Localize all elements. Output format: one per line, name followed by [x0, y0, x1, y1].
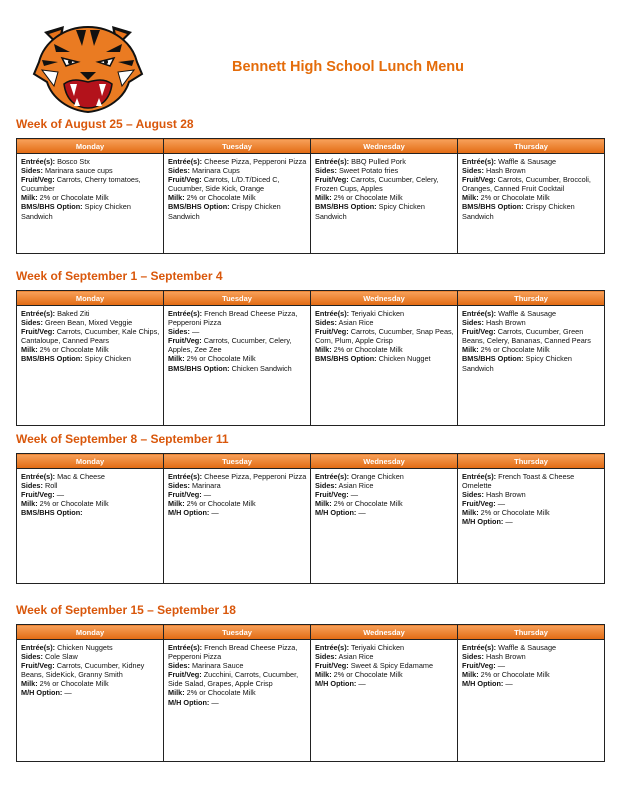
menu-line-label: BMS/BHS Option: — [21, 354, 83, 364]
menu-line-label: M/H Option: — [315, 679, 357, 689]
day-menu-cell — [311, 469, 458, 584]
week-title: Week of September 1 – September 4 — [16, 269, 223, 283]
menu-line — [315, 679, 454, 688]
day-menu-cell — [17, 469, 164, 584]
menu-line — [168, 327, 307, 336]
menu-line-label: Entrée(s): — [315, 157, 350, 166]
menu-line-value: Teriyaki Chicken — [350, 643, 405, 652]
menu-line-value: French Toast & Cheese Omelette — [462, 472, 575, 491]
day-menu-cell — [311, 306, 458, 426]
menu-line-label: Entrée(s): — [315, 643, 350, 652]
menu-line — [462, 166, 601, 175]
menu-row — [17, 640, 605, 762]
menu-line — [315, 157, 454, 166]
day-header: Tuesday — [164, 139, 311, 154]
menu-line-label: Entrée(s): — [462, 472, 497, 481]
day-header-row — [17, 454, 605, 469]
menu-line-label: Fruit/Veg: — [168, 490, 202, 500]
menu-line-label: Entrée(s): — [462, 309, 497, 318]
menu-line-label: BMS/BHS Option: — [168, 202, 230, 212]
menu-line-label: Sides: — [315, 166, 337, 176]
menu-line-value: Hash Brown — [485, 318, 526, 328]
menu-line-label: BMS/BHS Option: — [21, 508, 83, 518]
day-menu-cell — [458, 154, 605, 254]
menu-line-label: M/H Option: — [168, 697, 210, 707]
day-header: Thursday — [458, 139, 605, 154]
menu-line-value: 2% or Chocolate Milk — [333, 499, 403, 509]
menu-line-label: Milk: — [462, 670, 479, 680]
menu-line-value: Marinara sauce cups — [44, 166, 113, 176]
menu-line — [462, 157, 601, 166]
menu-line — [168, 688, 307, 697]
day-header: Wednesday — [311, 139, 458, 154]
menu-line — [21, 318, 160, 327]
menu-line-value: 2% or Chocolate Milk — [480, 508, 550, 518]
menu-line-value: 2% or Chocolate Milk — [186, 354, 256, 364]
menu-line-value: Carrots, Cherry tomatoes, Cucumber — [21, 175, 141, 194]
menu-line-value: — — [505, 679, 513, 689]
menu-line — [21, 354, 160, 363]
menu-line-label: BMS/BHS Option: — [315, 202, 377, 212]
menu-row — [17, 154, 605, 254]
menu-line-label: Entrée(s): — [21, 643, 56, 652]
menu-line-label: Sides: — [168, 481, 190, 491]
menu-line-value: Orange Chicken — [351, 472, 404, 481]
menu-line-label: Fruit/Veg: — [168, 670, 202, 680]
menu-line-label: Milk: — [168, 193, 185, 203]
menu-line-label: Milk: — [21, 679, 38, 689]
menu-line-label: Sides: — [315, 652, 337, 662]
menu-line — [168, 499, 307, 508]
day-header: Thursday — [458, 625, 605, 640]
menu-line-value: Chicken Nuggets — [57, 643, 113, 652]
menu-line-label: Sides: — [315, 481, 337, 491]
menu-line-value: 2% or Chocolate Milk — [39, 193, 109, 203]
day-menu-cell — [17, 640, 164, 762]
menu-line-value: Spicy Chicken Sandwich — [21, 202, 131, 221]
menu-line-label: Sides: — [462, 166, 484, 176]
menu-line — [21, 688, 160, 697]
day-menu-cell — [17, 306, 164, 426]
menu-line-value: — — [358, 679, 366, 689]
menu-line-value: Carrots, Cucumber, Celery, Frozen Cups, Apples — [315, 175, 439, 194]
menu-line-value: BBQ Pulled Pork — [351, 157, 406, 166]
menu-line — [168, 670, 307, 688]
menu-line — [462, 345, 601, 354]
menu-line-value: Chicken Nugget — [378, 354, 431, 364]
menu-line — [315, 508, 454, 517]
menu-line-label: Sides: — [21, 166, 43, 176]
menu-line-value: — — [505, 517, 513, 527]
menu-line-label: Entrée(s): — [168, 643, 203, 652]
menu-line-label: Fruit/Veg: — [462, 499, 496, 509]
menu-line — [315, 652, 454, 661]
menu-line-value: Asian Rice — [338, 481, 374, 491]
menu-line-label: Fruit/Veg: — [315, 327, 349, 337]
menu-line-value: Zucchini, Carrots, Cucumber, Side Salad, Grapes, Apple Crisp — [168, 670, 299, 689]
menu-line-value: Marinara Sauce — [191, 661, 244, 671]
menu-line — [462, 354, 601, 372]
menu-line-label: Sides: — [462, 652, 484, 662]
menu-line — [315, 202, 454, 220]
menu-line-value: — — [497, 499, 505, 509]
menu-line-value: — — [350, 490, 358, 500]
menu-line-value: Spicy Chicken Sandwich — [315, 202, 425, 221]
menu-line-value: Marinara — [191, 481, 221, 491]
menu-line-value: 2% or Chocolate Milk — [480, 193, 550, 203]
menu-line — [21, 202, 160, 220]
menu-line-label: M/H Option: — [21, 688, 63, 698]
menu-line-value: — — [211, 697, 219, 707]
menu-line — [462, 202, 601, 220]
day-header: Monday — [17, 454, 164, 469]
menu-line — [21, 652, 160, 661]
menu-line-label: BMS/BHS Option: — [462, 354, 524, 364]
day-header: Tuesday — [164, 454, 311, 469]
menu-line-label: M/H Option: — [315, 508, 357, 518]
menu-line — [462, 175, 601, 193]
menu-line-label: Fruit/Veg: — [21, 661, 55, 671]
menu-line-value: Sweet & Spicy Edamame — [350, 661, 434, 671]
menu-row — [17, 469, 605, 584]
menu-line-label: M/H Option: — [462, 517, 504, 527]
menu-line-value: Chicken Sandwich — [231, 363, 292, 373]
day-menu-cell — [311, 640, 458, 762]
menu-line-value: Cheese Pizza, Pepperoni Pizza — [204, 157, 307, 166]
menu-line — [315, 345, 454, 354]
day-header: Thursday — [458, 454, 605, 469]
menu-line-label: Sides: — [168, 661, 190, 671]
menu-line-value: Hash Brown — [485, 652, 526, 662]
week-menu-table — [16, 290, 605, 426]
menu-line-value: 2% or Chocolate Milk — [39, 345, 109, 355]
menu-line-value: Baked Ziti — [57, 309, 90, 318]
menu-line — [168, 490, 307, 499]
day-header-row — [17, 139, 605, 154]
menu-line — [21, 345, 160, 354]
menu-line — [168, 481, 307, 490]
menu-line-label: Fruit/Veg: — [21, 490, 55, 500]
menu-line-label: Milk: — [168, 688, 185, 698]
week-section — [16, 269, 606, 426]
menu-line — [21, 508, 160, 517]
menu-line — [168, 508, 307, 517]
menu-line-label: Entrée(s): — [462, 643, 497, 652]
menu-line — [21, 309, 160, 318]
tiger-mascot-logo — [28, 22, 148, 114]
menu-line — [21, 175, 160, 193]
menu-line-label: Fruit/Veg: — [168, 175, 202, 185]
menu-line — [315, 354, 454, 363]
menu-line-label: M/H Option: — [168, 508, 210, 518]
menu-line-value: 2% or Chocolate Milk — [39, 679, 109, 689]
menu-line-label: Sides: — [315, 318, 337, 328]
day-menu-cell — [164, 306, 311, 426]
menu-line-label: Entrée(s): — [21, 157, 56, 166]
day-header: Monday — [17, 139, 164, 154]
week-title: Week of September 8 – September 11 — [16, 432, 229, 446]
menu-line-value: Crispy Chicken Sandwich — [462, 202, 575, 221]
menu-line-label: Milk: — [315, 499, 332, 509]
menu-line — [168, 643, 307, 661]
menu-line — [462, 661, 601, 670]
menu-line — [315, 175, 454, 193]
menu-line-value: Carrots, Cucumber, Green Beans, Celery, Bananas, Canned Pears — [462, 327, 591, 346]
menu-line — [168, 157, 307, 166]
menu-line-label: Milk: — [21, 499, 38, 509]
menu-line-label: Entrée(s): — [168, 157, 203, 166]
menu-line-value: 2% or Chocolate Milk — [186, 499, 256, 509]
menu-line-label: Entrée(s): — [21, 309, 56, 318]
day-menu-cell — [458, 469, 605, 584]
menu-line-value: Carrots, Cucumber, Kale Chips, Cantaloupe, Canned Pears — [21, 327, 160, 346]
menu-line — [462, 499, 601, 508]
menu-line-value: Green Bean, Mixed Veggie — [44, 318, 133, 328]
menu-line-value: French Bread Cheese Pizza, Pepperoni Pizza — [168, 643, 298, 662]
menu-line-label: Fruit/Veg: — [315, 175, 349, 185]
menu-line — [315, 490, 454, 499]
menu-line-label: BMS/BHS Option: — [168, 363, 230, 373]
menu-line-value: Hash Brown — [485, 166, 526, 176]
menu-line-value: Roll — [44, 481, 58, 491]
menu-line-label: Fruit/Veg: — [315, 490, 349, 500]
menu-line-value: 2% or Chocolate Milk — [39, 499, 109, 509]
menu-line-value: 2% or Chocolate Milk — [186, 688, 256, 698]
menu-line — [21, 327, 160, 345]
menu-line-value: Waffle & Sausage — [498, 309, 557, 318]
day-header: Tuesday — [164, 625, 311, 640]
day-menu-cell — [458, 640, 605, 762]
menu-line-value: Carrots, Cucumber, Celery, Apples, Zee Zee — [168, 336, 292, 355]
menu-line-value: — — [203, 490, 211, 500]
menu-line-label: BMS/BHS Option: — [21, 202, 83, 212]
menu-line — [315, 499, 454, 508]
menu-line-label: Milk: — [21, 345, 38, 355]
menu-line-value: French Bread Cheese Pizza, Pepperoni Pizza — [168, 309, 298, 328]
menu-line-label: Milk: — [462, 508, 479, 518]
day-header: Monday — [17, 625, 164, 640]
menu-line-value: Bosco Stx — [57, 157, 90, 166]
menu-line-label: Entrée(s): — [462, 157, 497, 166]
menu-line — [462, 318, 601, 327]
menu-line-label: BMS/BHS Option: — [462, 202, 524, 212]
menu-line — [462, 490, 601, 499]
menu-line — [462, 309, 601, 318]
week-title: Week of August 25 – August 28 — [16, 117, 194, 131]
menu-line-value: Marinara Cups — [191, 166, 240, 176]
menu-line-label: Fruit/Veg: — [168, 336, 202, 346]
menu-line — [462, 652, 601, 661]
day-menu-cell — [164, 640, 311, 762]
menu-line-label: Milk: — [315, 193, 332, 203]
menu-line-value: Mac & Cheese — [57, 472, 105, 481]
week-section — [16, 603, 606, 762]
menu-line — [168, 202, 307, 220]
menu-line-label: Entrée(s): — [168, 309, 203, 318]
menu-line — [462, 472, 601, 490]
menu-line-value: — — [56, 490, 64, 500]
menu-line-value: 2% or Chocolate Milk — [186, 193, 256, 203]
menu-line — [315, 670, 454, 679]
menu-line-label: Entrée(s): — [315, 309, 350, 318]
day-header: Wednesday — [311, 291, 458, 306]
menu-line-value: Cole Slaw — [44, 652, 78, 662]
menu-line-value: 2% or Chocolate Milk — [480, 670, 550, 680]
week-title: Week of September 15 – September 18 — [16, 603, 236, 617]
menu-line-label: Milk: — [462, 193, 479, 203]
menu-line — [315, 309, 454, 318]
day-menu-cell — [17, 154, 164, 254]
menu-line-value: Teriyaki Chicken — [350, 309, 405, 318]
menu-row — [17, 306, 605, 426]
menu-line — [462, 508, 601, 517]
menu-line-value: 2% or Chocolate Milk — [333, 193, 403, 203]
menu-line — [462, 670, 601, 679]
menu-line-value: Hash Brown — [485, 490, 526, 500]
menu-line-label: Fruit/Veg: — [462, 175, 496, 185]
menu-line — [168, 354, 307, 363]
menu-line-value: Asian Rice — [338, 318, 374, 328]
menu-line — [21, 679, 160, 688]
menu-line — [168, 166, 307, 175]
menu-line-label: Milk: — [315, 670, 332, 680]
menu-line — [462, 679, 601, 688]
menu-line-value: 2% or Chocolate Milk — [480, 345, 550, 355]
page-title: Bennett High School Lunch Menu — [232, 59, 464, 75]
menu-line-label: Entrée(s): — [168, 472, 203, 481]
menu-line-label: Sides: — [462, 318, 484, 328]
menu-line-label: Sides: — [21, 652, 43, 662]
menu-line — [315, 481, 454, 490]
menu-line — [315, 327, 454, 345]
menu-line — [315, 193, 454, 202]
menu-line — [168, 698, 307, 707]
menu-line — [462, 517, 601, 526]
week-menu-table — [16, 138, 605, 254]
menu-line-label: Entrée(s): — [21, 472, 56, 481]
menu-line — [21, 499, 160, 508]
menu-line — [462, 193, 601, 202]
menu-line — [462, 643, 601, 652]
menu-line-value: Asian Rice — [338, 652, 374, 662]
day-header: Tuesday — [164, 291, 311, 306]
menu-line — [168, 336, 307, 354]
menu-line-value: Crispy Chicken Sandwich — [168, 202, 281, 221]
menu-line — [168, 661, 307, 670]
menu-line-label: Fruit/Veg: — [462, 327, 496, 337]
day-menu-cell — [164, 154, 311, 254]
menu-line — [462, 327, 601, 345]
menu-line-value: Carrots, Cucumber, Broccoli, Oranges, Canned Fruit Cocktail — [462, 175, 591, 194]
menu-line — [21, 490, 160, 499]
menu-line-value: — — [64, 688, 72, 698]
menu-line — [21, 157, 160, 166]
menu-line-label: Sides: — [462, 490, 484, 500]
day-header: Wednesday — [311, 454, 458, 469]
menu-line-label: Sides: — [168, 327, 190, 337]
menu-line-value: Sweet Potato fries — [338, 166, 399, 176]
menu-line-label: Milk: — [21, 193, 38, 203]
menu-line-value: Spicy Chicken — [84, 354, 131, 364]
menu-line-label: M/H Option: — [462, 679, 504, 689]
menu-line-label: BMS/BHS Option: — [315, 354, 377, 364]
menu-line — [168, 175, 307, 193]
menu-line-label: Milk: — [315, 345, 332, 355]
day-header-row — [17, 291, 605, 306]
menu-line-label: Fruit/Veg: — [21, 327, 55, 337]
menu-line — [21, 643, 160, 652]
menu-line-label: Milk: — [168, 354, 185, 364]
menu-line — [21, 481, 160, 490]
menu-line — [315, 166, 454, 175]
menu-line-value: Cheese Pizza, Pepperoni Pizza — [204, 472, 307, 481]
menu-line-value: 2% or Chocolate Milk — [333, 670, 403, 680]
menu-line — [168, 472, 307, 481]
menu-line — [315, 472, 454, 481]
week-menu-table — [16, 453, 605, 584]
menu-line — [21, 166, 160, 175]
day-header: Monday — [17, 291, 164, 306]
day-header: Thursday — [458, 291, 605, 306]
menu-line-label: Fruit/Veg: — [462, 661, 496, 671]
menu-line — [21, 661, 160, 679]
menu-line-value: — — [358, 508, 366, 518]
menu-line — [168, 193, 307, 202]
day-menu-cell — [458, 306, 605, 426]
menu-line-value: Carrots, Cucumber, Snap Peas, Corn, Plum, Apple Crisp — [315, 327, 454, 346]
week-section — [16, 117, 606, 254]
day-menu-cell — [311, 154, 458, 254]
day-header-row — [17, 625, 605, 640]
menu-line-label: Milk: — [168, 499, 185, 509]
week-section — [16, 432, 606, 584]
menu-line-value: Carrots, Cucumber, Kidney Beans, SideKick, Granny Smith — [21, 661, 145, 680]
menu-line-label: Sides: — [21, 481, 43, 491]
menu-line — [168, 309, 307, 327]
menu-line-value: — — [497, 661, 505, 671]
menu-line-value: 2% or Chocolate Milk — [333, 345, 403, 355]
menu-line-value: Waffle & Sausage — [498, 157, 557, 166]
menu-line-value: Carrots, L/D.T/Diced C, Cucumber, Side Kick, Orange — [168, 175, 280, 194]
menu-line-label: Fruit/Veg: — [21, 175, 55, 185]
week-menu-table — [16, 624, 605, 762]
menu-line-label: Milk: — [462, 345, 479, 355]
menu-line-value: — — [191, 327, 200, 337]
menu-line — [315, 661, 454, 670]
menu-line-label: Sides: — [168, 166, 190, 176]
menu-line — [21, 193, 160, 202]
menu-line-value: Spicy Chicken Sandwich — [462, 354, 572, 373]
day-menu-cell — [164, 469, 311, 584]
menu-line — [21, 472, 160, 481]
day-header: Wednesday — [311, 625, 458, 640]
menu-line — [315, 643, 454, 652]
menu-line — [168, 364, 307, 373]
menu-line — [315, 318, 454, 327]
menu-line-label: Sides: — [21, 318, 43, 328]
menu-line-label: Entrée(s): — [315, 472, 350, 481]
menu-line-label: Fruit/Veg: — [315, 661, 349, 671]
menu-line-value: — — [211, 508, 219, 518]
menu-line-value: Waffle & Sausage — [498, 643, 557, 652]
